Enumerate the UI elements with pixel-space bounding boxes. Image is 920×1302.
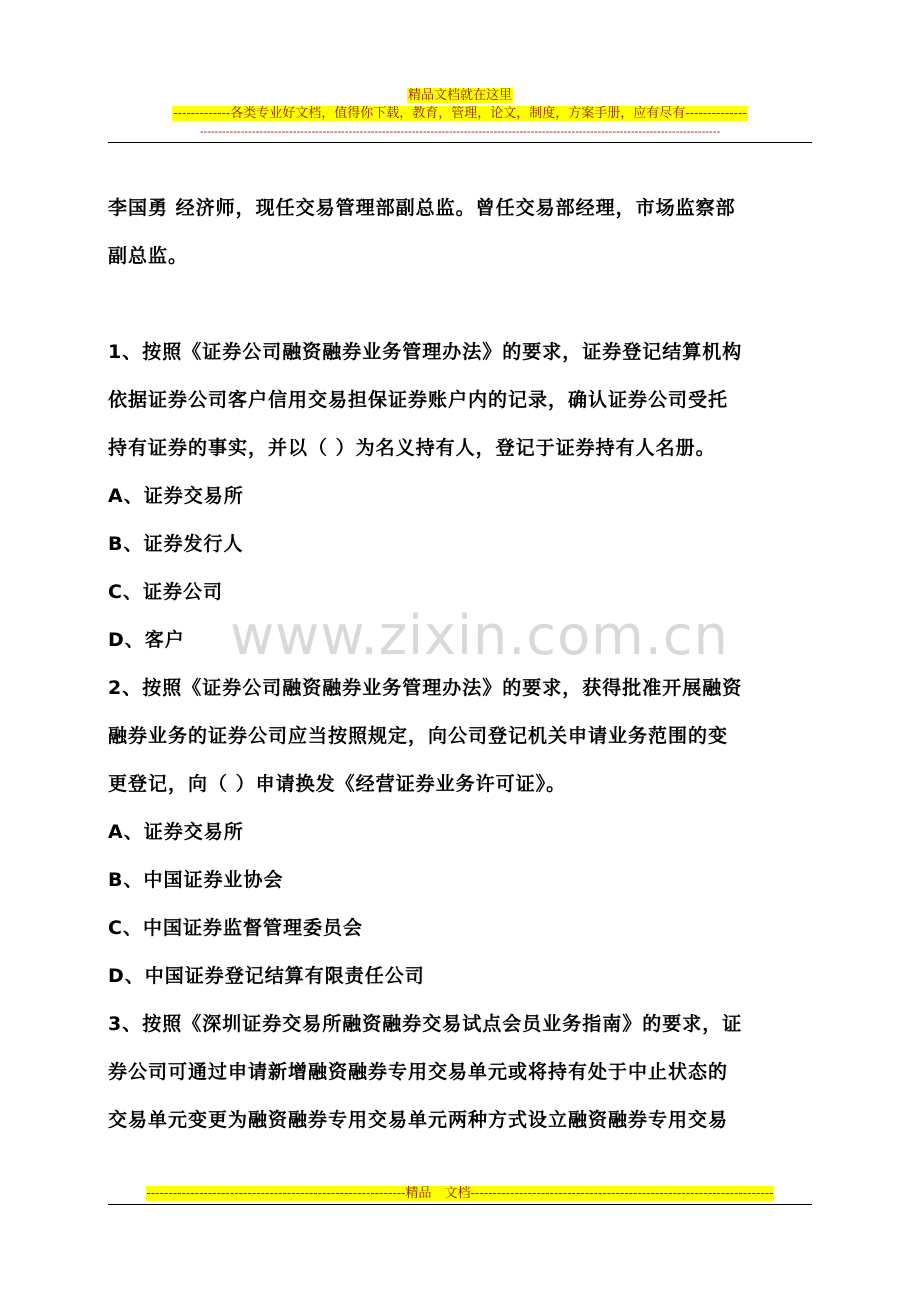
question-2-line-2: 融券业务的证券公司应当按照规定，向公司登记机关申请业务范围的变 — [108, 725, 729, 747]
intro-line-2: 副总监。 — [108, 245, 189, 267]
question-1-option-c: C、证券公司 — [108, 581, 223, 603]
header-tagline: -------------各类专业好文档，值得你下载，教育，管理，论文，制度，方案手册，应有尽有-------------- — [173, 106, 747, 121]
question-1-line-3: 持有证券的事实，并以（ ）为名义持有人，登记于证券持有人名册。 — [108, 437, 716, 459]
question-2-option-c: C、中国证券监督管理委员会 — [108, 917, 363, 939]
question-3-line-1: 3、按照《深圳证券交易所融资融券交易试点会员业务指南》的要求，证 — [108, 1013, 743, 1035]
question-2-line-1: 2、按照《证券公司融资融券业务管理办法》的要求，获得批准开展融资 — [108, 677, 743, 699]
question-2-option-a: A、证券交易所 — [108, 821, 244, 843]
question-1-line-2: 依据证券公司客户信用交易担保证券账户内的记录，确认证券公司受托 — [108, 389, 729, 411]
question-1-option-b: B、证券发行人 — [108, 533, 244, 555]
question-1-line-1: 1、按照《证券公司融资融券业务管理办法》的要求，证券登记结算机构 — [108, 341, 743, 363]
question-1-option-a: A、证券交易所 — [108, 485, 244, 507]
question-2-line-3: 更登记，向（ ）申请换发《经营证券业务许可证》。 — [108, 773, 567, 795]
intro-line-1: 李国勇 经济师，现任交易管理部副总监。曾任交易部经理，市场监察部 — [108, 197, 736, 219]
header-title: 精品文档就在这里 — [407, 88, 512, 103]
question-2-option-b: B、中国证券业协会 — [108, 869, 284, 891]
question-1-option-d: D、客户 — [108, 629, 185, 651]
footer-rule — [108, 1204, 812, 1205]
footer-text: -----------------------------------------------------------精品 文档--------------------------------------------------------------------- — [146, 1186, 774, 1201]
question-3-line-2: 券公司可通过申请新增融资融券专用交易单元或将持有处于中止状态的 — [108, 1061, 729, 1083]
watermark: www.zixin.com.cn — [230, 604, 729, 667]
question-3-line-3: 交易单元变更为融资融券专用交易单元两种方式设立融资融券专用交易 — [108, 1109, 729, 1131]
header-dashes: -------------------------------------------------------------------------------------------------------------------------------------------- — [199, 125, 721, 138]
header-rule — [108, 142, 812, 143]
question-2-option-d: D、中国证券登记结算有限责任公司 — [108, 965, 425, 987]
